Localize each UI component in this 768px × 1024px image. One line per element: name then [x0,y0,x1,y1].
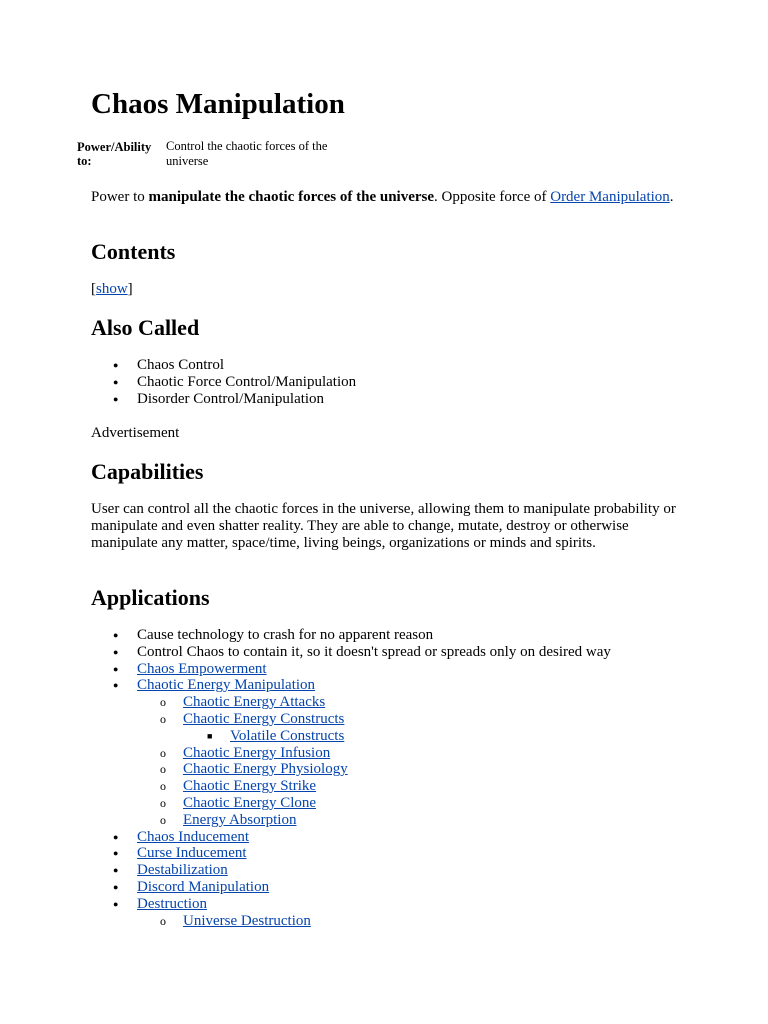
item-text: Chaos Control [137,357,225,373]
bullet-icon: ● [113,393,119,404]
link-universe-destruction[interactable]: Universe Destruction [183,912,311,929]
bullet-icon: ● [113,646,119,657]
bullet-icon: ● [113,865,119,876]
list-item-chaotic-energy-attacks [91,694,611,711]
link-chaotic-energy-physiology[interactable]: Chaotic Energy Physiology [183,761,348,778]
item-text: Cause technology to crash for no apparent reason [137,627,434,643]
link-chaotic-energy-attacks[interactable]: Chaotic Energy Attacks [183,694,326,711]
list-item-cause-technology-to-crash-for-no-apparent-reason [91,627,611,644]
item-text: Control Chaos to contain it, so it doesn't spread or spreads only on desired way [137,643,611,660]
list-item-chaotic-force-control-manipulation [91,374,356,391]
bullet-icon: o [160,745,166,760]
bullet-icon: ● [113,376,119,387]
bullet-icon: ■ [207,730,213,741]
intro-bold: manipulate the chaotic forces of the universe [148,189,435,205]
item-text: Disorder Control/Manipulation [137,390,325,407]
intro-paragraph [91,189,691,206]
infobox-value: Control the chaotic forces of the universe [166,139,328,168]
list-item-chaotic-energy-infusion [91,745,611,762]
link-chaotic-energy-manipulation[interactable]: Chaotic Energy Manipulation [137,677,316,694]
link-chaotic-energy-strike[interactable]: Chaotic Energy Strike [183,778,317,795]
list-item-chaotic-energy-constructs [91,711,611,728]
contents-toggle-line [91,281,691,298]
list-item-chaotic-energy-physiology [91,761,611,778]
applications-heading: Applications [91,585,210,610]
bullet-icon: ● [113,831,119,842]
bullet-icon: o [160,913,166,928]
link-destabilization[interactable]: Destabilization [137,862,228,879]
item-text: Chaotic Force Control/Manipulation [137,373,357,390]
list-item-discord-manipulation [91,879,611,896]
bullet-icon: o [160,795,166,810]
list-item-destruction [91,896,611,913]
list-item-disorder-control-manipulation [91,391,356,408]
list-item-chaos-empowerment [91,661,611,678]
intro-prefix: Power to [91,189,149,205]
list-item-energy-absorption [91,812,611,829]
list-item-chaotic-energy-manipulation [91,677,611,694]
list-item-chaotic-energy-strike [91,778,611,795]
bullet-icon: ● [113,360,119,370]
list-item-volatile-constructs [91,728,611,745]
bullet-icon: ● [113,898,119,909]
bullet-icon: ● [113,630,119,640]
list-item-curse-inducement [91,845,611,862]
capabilities-heading: Capabilities [91,459,204,484]
link-chaotic-energy-constructs[interactable]: Chaotic Energy Constructs [183,710,345,727]
page-title: Chaos Manipulation [91,88,345,120]
infobox-label: Power/Ability to: [77,140,152,168]
bullet-icon: o [160,762,166,777]
also-called-heading: Also Called [91,315,200,340]
bullet-icon: ● [113,881,119,892]
advertisement-label: Advertisement [91,425,180,441]
bullet-icon: ● [113,680,119,691]
list-item-universe-destruction [91,913,611,930]
order-manipulation-link[interactable]: Order Manipulation [550,189,670,205]
list-item-chaos-control [91,357,356,374]
bullet-icon: o [160,779,166,794]
bracket-close: ] [127,281,133,297]
link-discord-manipulation[interactable]: Discord Manipulation [137,878,270,895]
intro-suffix: . [669,189,674,205]
list-item-chaotic-energy-clone [91,795,611,812]
bullet-icon: o [160,812,166,827]
bullet-icon: ● [113,848,119,859]
link-destruction[interactable]: Destruction [137,895,207,912]
contents-show-link[interactable]: show [96,281,128,297]
list-item-control-chaos-to-contain-it-so-it-doesn-t-spread-or-spreads-only-on-desired-way [91,644,611,661]
bullet-icon: ● [113,663,119,674]
intro-middle: . Opposite force of [434,189,551,205]
applications-list [91,627,611,929]
also-called-list [91,357,356,407]
link-curse-inducement[interactable]: Curse Inducement [137,845,247,862]
link-energy-absorption[interactable]: Energy Absorption [183,811,297,828]
contents-heading: Contents [91,239,176,264]
capabilities-paragraph: User can control all the chaotic forces in the universe, allowing them to manipulate probability or manipulate and even shatter reality. They are able to change, mutate, destroy or otherwise manipulate any matter, space/time, living beings, organizations or minds and spirits. [91,501,676,551]
bracket-open: [ [91,281,96,297]
link-chaos-empowerment[interactable]: Chaos Empowerment [137,660,267,677]
link-chaotic-energy-clone[interactable]: Chaotic Energy Clone [183,794,317,811]
bullet-icon: o [160,695,166,710]
link-chaotic-energy-infusion[interactable]: Chaotic Energy Infusion [183,744,331,761]
list-item-destabilization [91,862,611,879]
link-volatile-constructs[interactable]: Volatile Constructs [230,727,345,744]
bullet-icon: o [160,711,166,726]
link-chaos-inducement[interactable]: Chaos Inducement [137,828,250,845]
list-item-chaos-inducement [91,829,611,846]
